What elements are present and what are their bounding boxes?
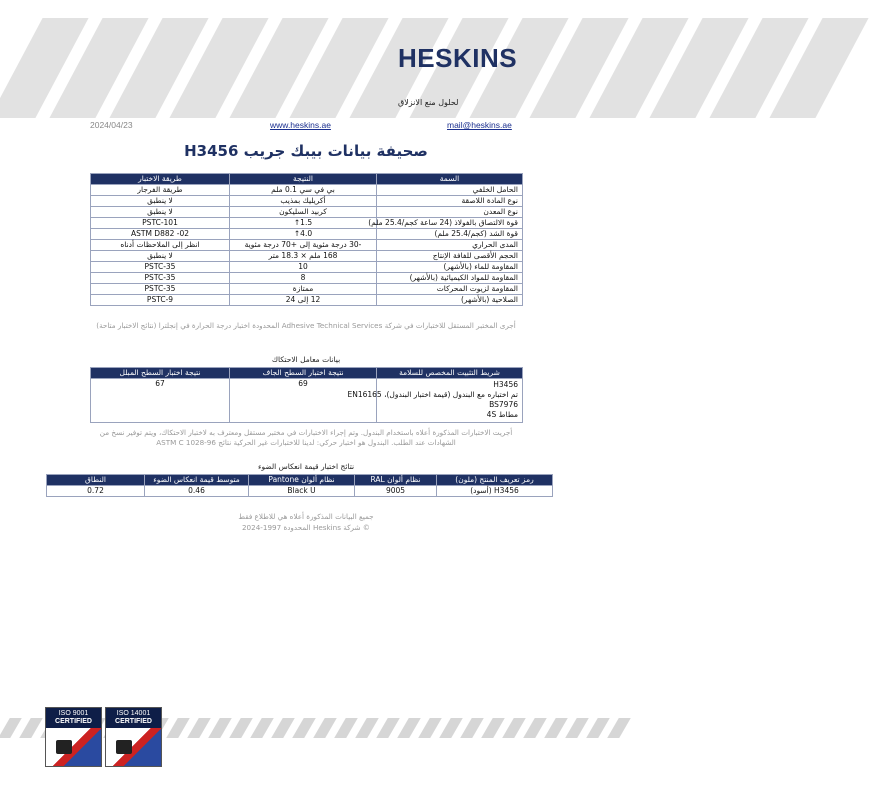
- spec-attribute: الحجم الأقصى للفافة الإنتاج: [377, 251, 523, 262]
- spec-result: أكريليك بمذيب: [230, 196, 377, 207]
- reflectance-table: [46, 474, 553, 497]
- brand-tagline: لحلول منع الانزلاق: [398, 98, 459, 107]
- spec-attribute: نوع المادة اللاصقة: [377, 196, 523, 207]
- friction-section-title: بيانات معامل الاحتكاك: [271, 355, 341, 364]
- spec-row: [91, 284, 523, 295]
- spec-result: 1.5↑: [230, 218, 377, 229]
- page-title: صحيفة بيانات بيبك جريب H3456: [184, 142, 428, 160]
- spec-row: [91, 207, 523, 218]
- badge-label: CERTIFIED: [115, 718, 152, 725]
- iso-9001-badge: [45, 707, 102, 767]
- badge-graphic: [46, 728, 101, 766]
- spec-row: [91, 240, 523, 251]
- spec-attribute: المقاومة للماء (بالأشهر): [377, 262, 523, 273]
- spec-method: لا ينطبق: [91, 207, 230, 218]
- reflect-header-lrv: متوسط قيمة انعكاس الضوء: [145, 475, 249, 486]
- friction-wet-value: 67: [91, 379, 230, 423]
- spec-row: [91, 295, 523, 306]
- iso-14001-badge: [105, 707, 162, 767]
- spec-result: 168 ملم × 18.3 متر: [230, 251, 377, 262]
- friction-line: BS7976: [489, 400, 518, 409]
- spec-method: PSTC-35: [91, 284, 230, 295]
- footer-disclaimer: جميع البيانات المذكورة أعلاه هي للاطلاع فقط: [238, 512, 374, 521]
- footer-copyright: © شركة Heskins المحدودة 1997-2024: [241, 523, 370, 532]
- spec-result: 12 إلى 24: [230, 295, 377, 306]
- spec-row: [91, 229, 523, 240]
- friction-dry-value: 69: [230, 379, 377, 423]
- spec-method: ASTM D882 -02: [91, 229, 230, 240]
- friction-header-product: شريط التثبيت المخصص للسلامة: [377, 368, 523, 379]
- friction-product-cell: [347, 379, 523, 423]
- reflect-header-pantone: نظام ألوان Pantone: [249, 475, 355, 486]
- spec-result: -30 درجة مئوية إلى +70 درجة مئوية: [230, 240, 377, 251]
- reflectance-section-title: نتائج اختبار قيمة انعكاس الضوء: [257, 462, 355, 471]
- email-link[interactable]: mail@heskins.ae: [447, 120, 512, 130]
- spec-attribute: قوة الالتصاق بالفولاذ (24 ساعة كجم/25.4 ملم): [377, 218, 523, 229]
- friction-line: H3456: [493, 380, 518, 389]
- spec-result: 8: [230, 273, 377, 284]
- website-link[interactable]: www.heskins.ae: [270, 120, 331, 130]
- spec-row: [91, 185, 523, 196]
- reflect-header-range: النطاق: [47, 475, 145, 486]
- badge-title: ISO 9001: [58, 710, 89, 717]
- spec-header-method: طريقة الاختبار: [91, 174, 230, 185]
- spec-attribute: الحامل الخلفي: [377, 185, 523, 196]
- spec-attribute: نوع المعدن: [377, 207, 523, 218]
- spec-attribute: المدى الحراري: [377, 240, 523, 251]
- badge-label: CERTIFIED: [55, 718, 92, 725]
- spec-method: انظر إلى الملاحظات أدناه: [91, 240, 230, 251]
- reflect-pantone: Black U: [249, 486, 355, 497]
- spec-row: [91, 262, 523, 273]
- spec-result: ممتازة: [230, 284, 377, 295]
- spec-row: [91, 196, 523, 207]
- spec-table: [90, 173, 523, 306]
- reflect-ral: 9005: [355, 486, 437, 497]
- spec-attribute: المقاومة للمواد الكيميائية (بالأشهر): [377, 273, 523, 284]
- spec-row: [91, 273, 523, 284]
- friction-header-dry: نتيجة اختبار السطح الجاف: [230, 368, 377, 379]
- reflect-product: H3456 (أسود): [437, 486, 553, 497]
- spec-method: PSTC-9: [91, 295, 230, 306]
- spec-method: طريقة الفرجار: [91, 185, 230, 196]
- crown-icon: [116, 740, 132, 754]
- pendulum-note: أجريت الاختبارات المذكورة أعلاه باستخدام البندول. وتم إجراء الاختبارات في مختبر مستقل ومعترف به لاختبار الاحتكاك، ويتم توفير نسخ من الشهادات عند الطلب. البندول هو اختبار حركي: لدينا للاختبارات غير الحركية نتائج ASTM C 1028-96: [99, 428, 513, 447]
- spec-row: [91, 218, 523, 229]
- spec-result: بي في سي 0.1 ملم: [230, 185, 377, 196]
- spec-method: PSTC-101: [91, 218, 230, 229]
- spec-header-attribute: السمة: [377, 174, 523, 185]
- spec-row: [91, 251, 523, 262]
- badge-graphic: [106, 728, 161, 766]
- spec-result: 4.0↑: [230, 229, 377, 240]
- spec-attribute: قوة الشد (كجم/25.4 ملم): [377, 229, 523, 240]
- spec-header-result: النتيجة: [230, 174, 377, 185]
- reflect-header-product: رمز تعريف المنتج (ملون): [437, 475, 553, 486]
- badge-title: ISO 14001: [116, 710, 151, 717]
- friction-line: مطاط 4S: [486, 410, 518, 419]
- reflect-lrv: 0.46: [145, 486, 249, 497]
- spec-method: PSTC-35: [91, 262, 230, 273]
- spec-method: لا ينطبق: [91, 196, 230, 207]
- spec-method: لا ينطبق: [91, 251, 230, 262]
- spec-result: 10: [230, 262, 377, 273]
- header-stripes: [0, 18, 616, 118]
- spec-result: كربيد السليكون: [230, 207, 377, 218]
- crown-icon: [56, 740, 72, 754]
- spec-attribute: الصلاحية (بالأشهر): [377, 295, 523, 306]
- spec-method: PSTC-35: [91, 273, 230, 284]
- brand-logo: HESKINS: [398, 43, 518, 73]
- friction-line: تم اختباره مع البندول (قيمة اختبار البندول)، EN16165: [347, 390, 518, 399]
- reflect-header-ral: نظام ألوان RAL: [355, 475, 437, 486]
- friction-header-wet: نتيجة اختبار السطح المبلل: [91, 368, 230, 379]
- spec-attribute: المقاومة لزيوت المحركات: [377, 284, 523, 295]
- friction-table: [90, 367, 523, 423]
- temperature-note: أجرى المختبر المستقل للاختبارات في شركة Adhesive Technical Services المحدودة اختبار درجة الحرارة في إنجلترا (نتائج الاختبار متاحة): [96, 321, 516, 330]
- document-date: 2024/04/23: [90, 120, 133, 130]
- reflect-range: 0.72: [47, 486, 145, 497]
